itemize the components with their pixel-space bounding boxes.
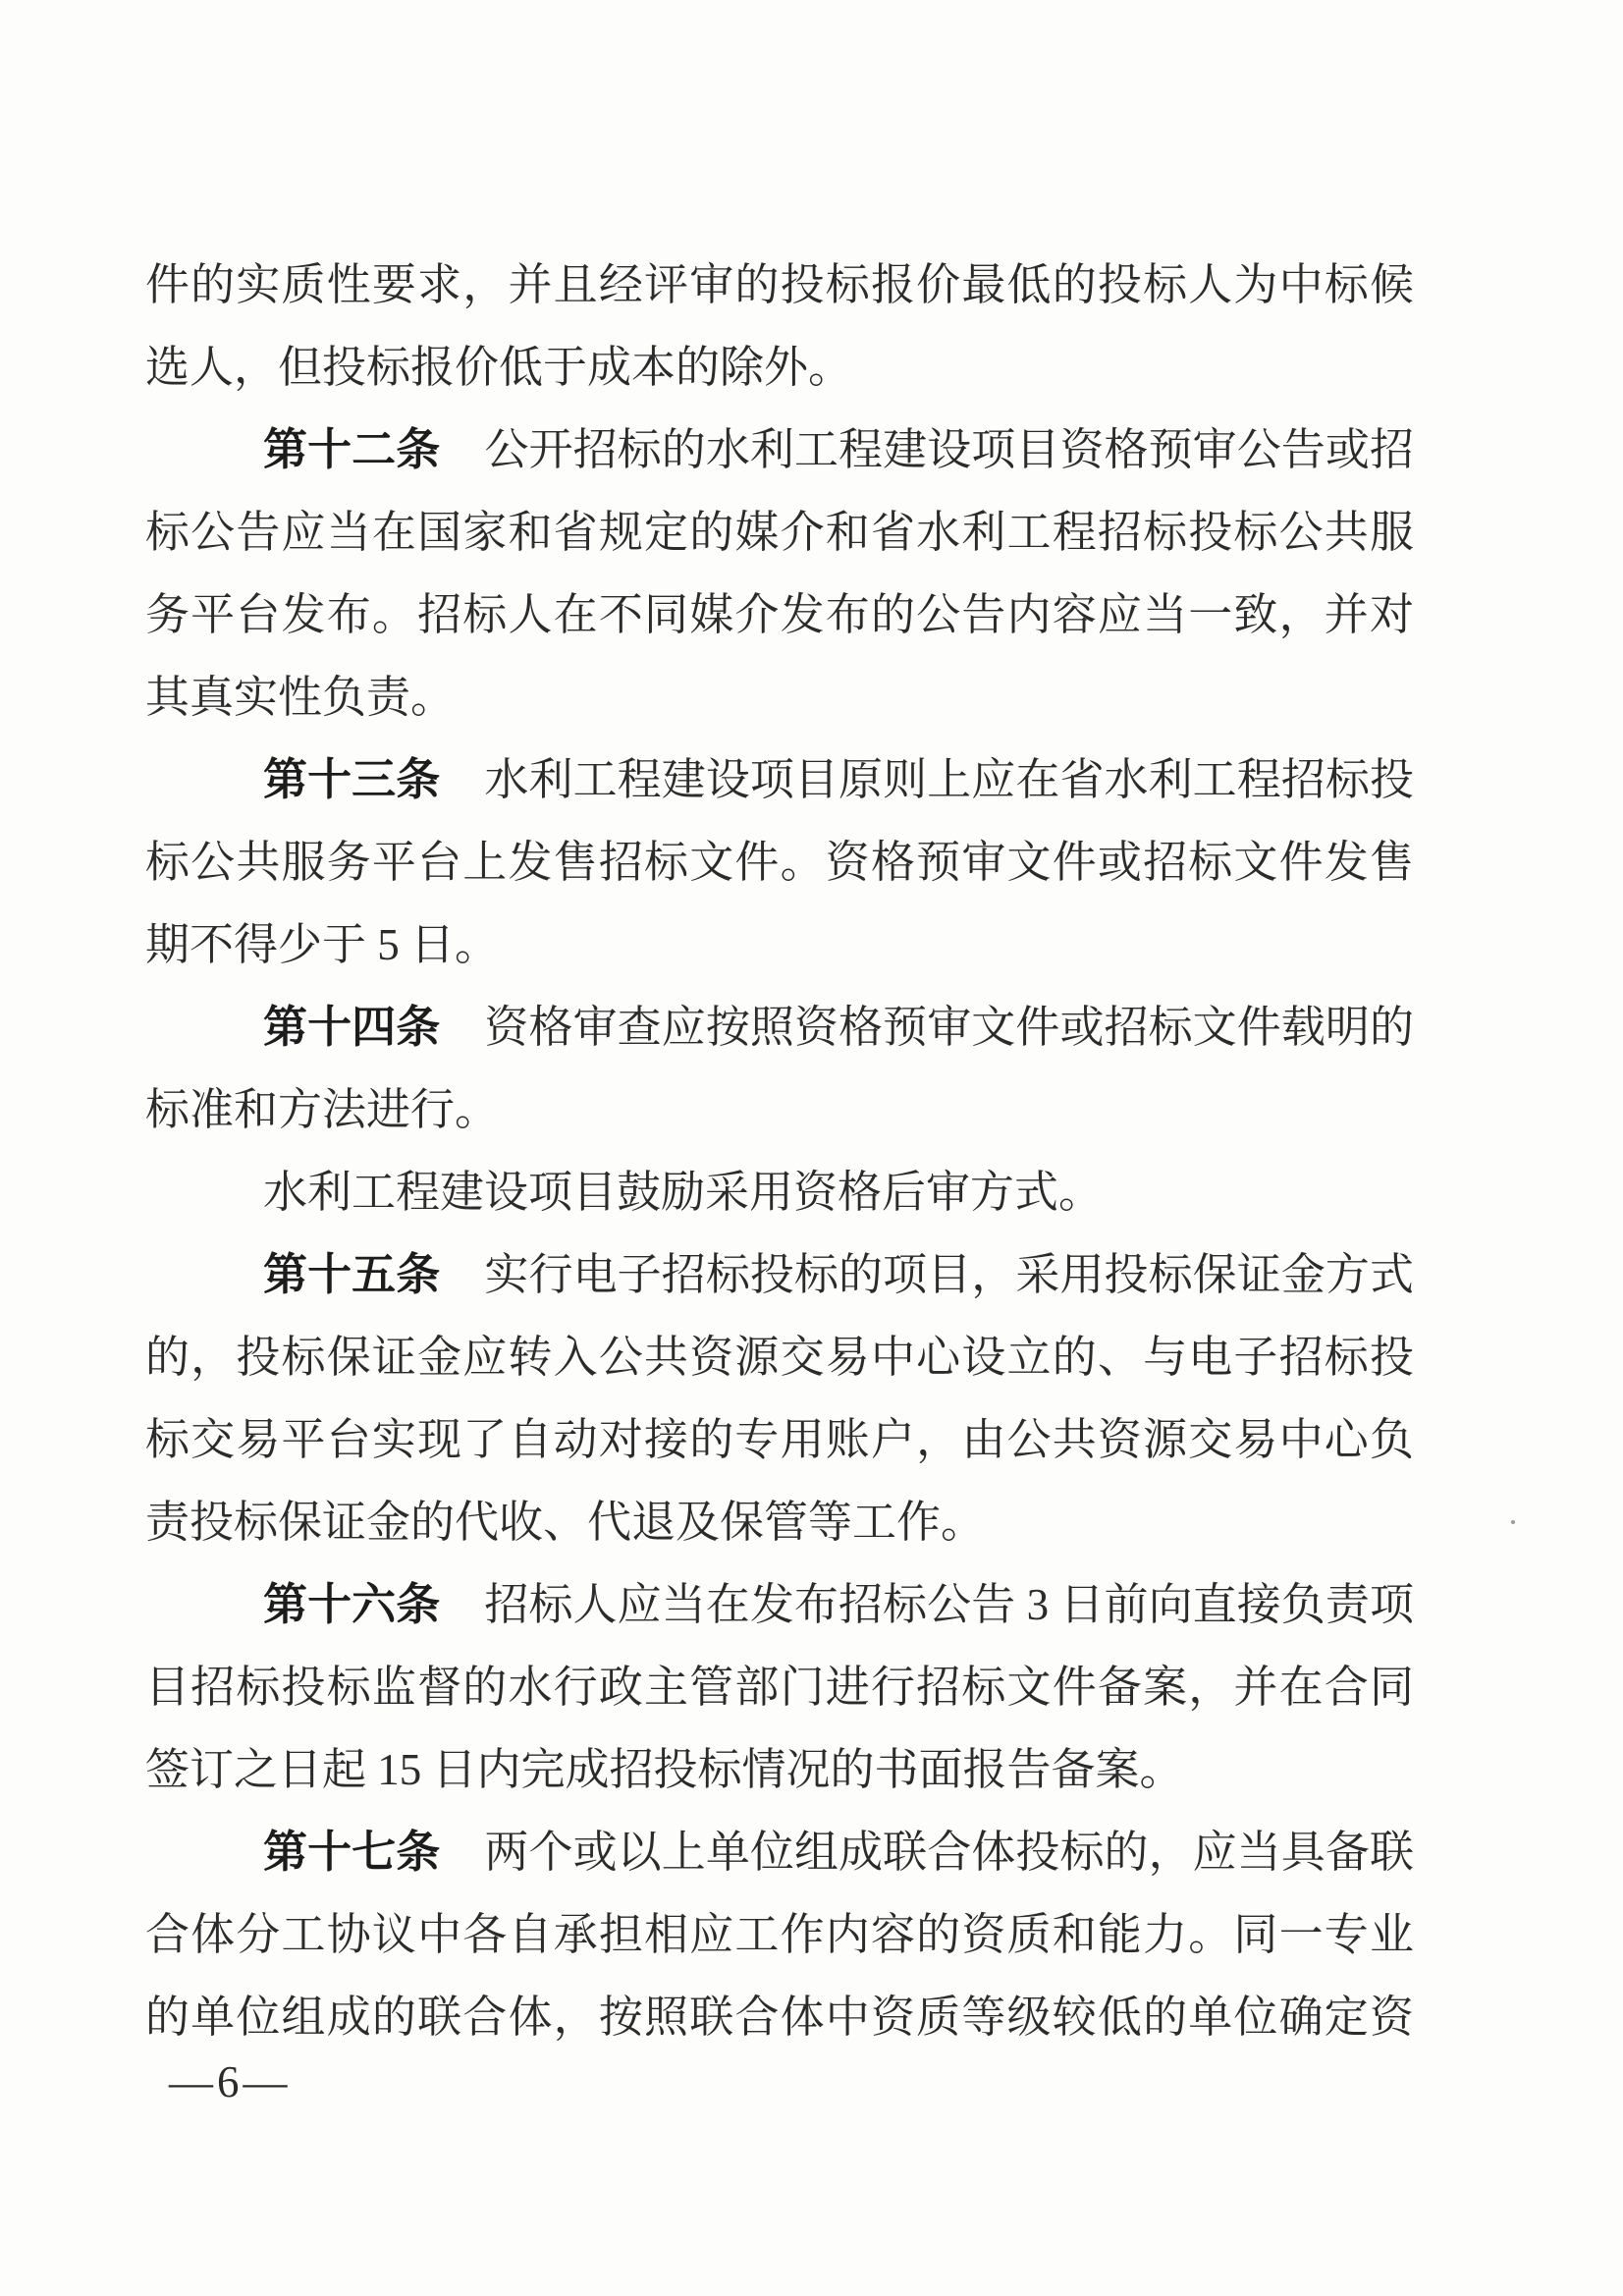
text-line <box>145 821 1414 903</box>
line-text: 公开招标的水利工程建设项目资格预审公告或招 <box>484 425 1414 474</box>
line-text: 两个或以上单位组成联合体投标的，应当具备联 <box>484 1828 1414 1877</box>
text-line <box>145 1811 1414 1893</box>
article-number: 第十二条 <box>263 425 441 474</box>
line-text: 标准和方法进行。 <box>145 1085 500 1134</box>
text-line <box>145 491 1414 574</box>
line-text: 实行电子招标投标的项目，采用投标保证金方式 <box>484 1250 1414 1299</box>
text-block <box>145 244 1414 2058</box>
article-number: 第十三条 <box>263 755 441 804</box>
line-text: 其真实性负责。 <box>145 673 456 722</box>
article-number: 第十四条 <box>263 1003 441 1052</box>
text-line <box>145 1976 1414 2058</box>
text-line <box>145 1068 1414 1151</box>
line-text: 务平台发布。招标人在不同媒介发布的公告内容应当一致，并对 <box>145 590 1414 639</box>
text-line <box>145 1646 1414 1728</box>
line-text: 水利工程建设项目原则上应在省水利工程招标投 <box>484 755 1414 804</box>
line-text: 签订之日起 15 日内完成招投标情况的书面报告备案。 <box>145 1745 1184 1794</box>
line-text: 责投标保证金的代收、代退及保管等工作。 <box>145 1498 986 1547</box>
line-text: 的单位组成的联合体，按照联合体中资质等级较低的单位确定资 <box>145 1993 1414 2042</box>
page-number: —6— <box>169 2057 292 2106</box>
text-line <box>145 903 1414 986</box>
line-text: 标公共服务平台上发售招标文件。资格预审文件或招标文件发售 <box>145 838 1414 887</box>
line-text: 目招标投标监督的水行政主管部门进行招标文件备案，并在合同 <box>145 1663 1414 1712</box>
article-number: 第十七条 <box>263 1828 441 1877</box>
line-text: 标公告应当在国家和省规定的媒介和省水利工程招标投标公共服 <box>145 508 1414 557</box>
line-text: 件的实质性要求，并且经评审的投标报价最低的投标人为中标候 <box>145 260 1414 309</box>
page-footer <box>169 2041 292 2123</box>
scan-speck-artifact <box>1511 1520 1515 1524</box>
text-line <box>145 326 1414 409</box>
text-line <box>145 244 1414 326</box>
text-line <box>145 1233 1414 1316</box>
text-line <box>145 409 1414 491</box>
text-line <box>145 1481 1414 1563</box>
line-text: 期不得少于 5 日。 <box>145 920 500 969</box>
text-line <box>145 1563 1414 1646</box>
text-line <box>145 656 1414 738</box>
text-line <box>145 1151 1414 1233</box>
line-text: 资格审查应按照资格预审文件或招标文件载明的 <box>484 1003 1414 1052</box>
line-text: 水利工程建设项目鼓励采用资格后审方式。 <box>263 1168 1104 1217</box>
line-text: 招标人应当在发布招标公告 3 日前向直接负责项 <box>484 1580 1414 1629</box>
text-line <box>145 1316 1414 1398</box>
article-number: 第十六条 <box>263 1580 441 1629</box>
article-number: 第十五条 <box>263 1250 441 1299</box>
text-line <box>145 986 1414 1068</box>
line-text: 合体分工协议中各自承担相应工作内容的资质和能力。同一专业 <box>145 1910 1414 1959</box>
text-line <box>145 574 1414 656</box>
text-line <box>145 1398 1414 1481</box>
text-line <box>145 1728 1414 1811</box>
text-line <box>145 1893 1414 1976</box>
text-line <box>145 738 1414 821</box>
line-text: 标交易平台实现了自动对接的专用账户，由公共资源交易中心负 <box>145 1415 1414 1464</box>
line-text: 的，投标保证金应转入公共资源交易中心设立的、与电子招标投 <box>145 1333 1414 1382</box>
line-text: 选人，但投标报价低于成本的除外。 <box>145 343 853 392</box>
